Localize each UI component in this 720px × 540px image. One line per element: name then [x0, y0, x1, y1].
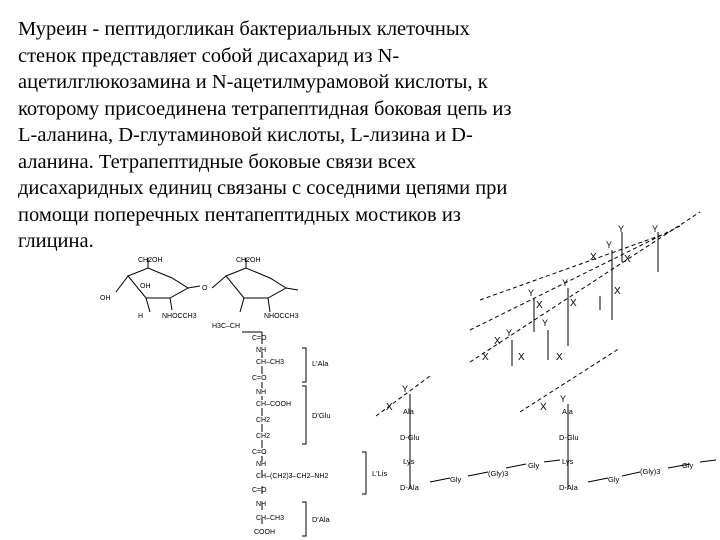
gly-6: Gly — [682, 461, 694, 470]
res-left-lys: Lys — [403, 457, 415, 466]
co-3: C=O — [252, 449, 267, 456]
label-dglu: D'Glu — [312, 411, 331, 420]
body-line: стенок представляет собой дисахарид из N- — [18, 44, 400, 67]
h3c-ch: H3C–CH — [212, 323, 241, 330]
lys-chain: CH–(CH2)3–CH2–NH2 — [256, 473, 329, 480]
ch-ch3-1: CH–CH3 — [256, 359, 285, 366]
network-lines — [376, 212, 716, 488]
nhocch3-left: NHOCCH3 — [162, 313, 197, 320]
body-line: дисахаридных единиц связаны с соседними цепями при — [18, 177, 508, 199]
x-mark: X — [536, 300, 543, 311]
nhocch3-right: NHOCCH3 — [264, 313, 299, 320]
murnac-ring — [226, 268, 286, 298]
body-line: L-аланина, D-глутаминовой кислоты, L-лизина и D- — [18, 124, 473, 146]
gly-5: (Gly)3 — [640, 467, 661, 476]
ch2-1: CH2 — [256, 417, 271, 424]
nh-1: NH — [256, 347, 267, 354]
gly-1: Gly — [450, 475, 462, 484]
y-mark: Y — [542, 318, 549, 328]
label-lala: L'Ala — [312, 359, 329, 368]
network-y-marks — [402, 224, 658, 404]
body-line: которому присоединена тетрапептидная боковая цепь из — [18, 97, 512, 120]
ch-ch3-2: CH–CH3 — [256, 515, 285, 522]
res-right-lys: Lys — [562, 457, 574, 466]
co-1: C=O — [252, 335, 267, 342]
x-mark: X — [518, 352, 525, 363]
res-left-ala: Ala — [403, 407, 414, 416]
h-label: H — [138, 313, 144, 320]
res-right-dglu: D-Glu — [559, 433, 579, 442]
x-mark: X — [482, 352, 489, 363]
ch2oh-right: CH2OH — [236, 257, 261, 264]
y-mark: Y — [652, 224, 659, 234]
res-right-ala: Ala — [562, 407, 573, 416]
body-line: помощи поперечных пентапептидных мостиков из — [18, 203, 461, 226]
x-mark: X — [624, 254, 631, 265]
y-mark: Y — [402, 384, 409, 394]
label-llis: L'Lis — [372, 469, 388, 478]
label-dala: D'Ala — [312, 515, 330, 524]
x-mark: X — [556, 352, 563, 363]
oh-left: OH — [100, 295, 111, 302]
body-line: Муреин - пептидогликан бактериальных клеточных — [18, 18, 470, 40]
nh-4: NH — [256, 501, 267, 508]
res-left-dala: D-Ala — [400, 483, 419, 492]
glcnac-ring — [128, 268, 188, 298]
gly-2: (Gly)3 — [488, 469, 509, 478]
cooh: COOH — [254, 529, 275, 536]
res-left-dglu: D-Glu — [400, 433, 420, 442]
x-mark: X — [590, 252, 597, 263]
ch2-2: CH2 — [256, 433, 271, 440]
x-mark: X — [494, 336, 501, 347]
y-mark: Y — [528, 288, 535, 298]
oh-ring-left: OH — [140, 283, 151, 290]
nh-3: NH — [256, 461, 267, 468]
ch2oh-left: CH2OH — [138, 257, 163, 264]
y-mark: Y — [560, 394, 567, 404]
y-mark: Y — [506, 328, 513, 338]
y-mark: Y — [562, 278, 569, 288]
body-line: аланина. Тетрапептидные боковые связи всех — [18, 150, 417, 173]
x-mark: X — [386, 402, 393, 413]
co-4: C=O — [252, 487, 267, 494]
o-glycosidic: O — [202, 285, 208, 292]
co-2: C=O — [252, 375, 267, 382]
gly-3: Gly — [528, 461, 540, 470]
x-mark: X — [540, 402, 547, 413]
nh-2: NH — [256, 389, 267, 396]
x-mark: X — [614, 286, 621, 297]
gly-4: Gly — [608, 475, 620, 484]
ch-cooh: CH–COOH — [256, 401, 292, 408]
y-mark: Y — [618, 224, 625, 234]
x-mark: X — [570, 298, 577, 309]
y-mark: Y — [606, 240, 613, 250]
body-line: ацетилглюкозамина и N-ацетилмурамовой кислоты, к — [18, 71, 488, 93]
body-line: глицина. — [18, 230, 94, 252]
res-right-dala: D-Ala — [559, 483, 578, 492]
